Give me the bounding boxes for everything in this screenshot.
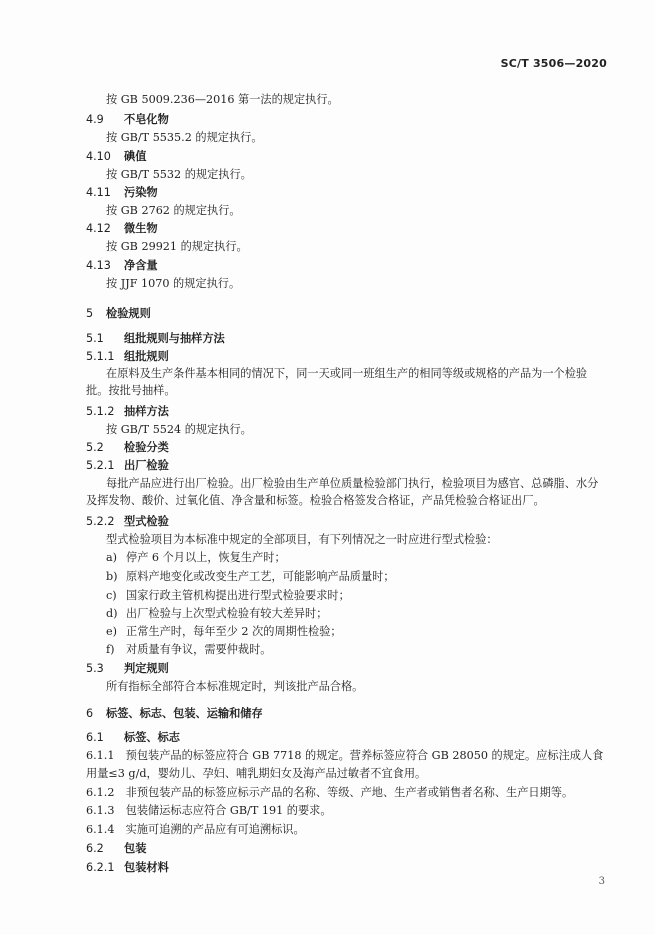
- paragraph-5-1-1-line2: 批。按批号抽样。: [86, 384, 176, 397]
- paragraph-6-1-4: 6.1.4 实施可追溯的产品应有可追溯标识。: [86, 823, 305, 836]
- section-title: 出厂检验: [124, 459, 169, 472]
- section-title: 包装材料: [124, 861, 169, 874]
- list-item: [106, 607, 327, 621]
- section-title: 抽样方法: [124, 405, 169, 418]
- section-number: 5.3: [86, 662, 104, 675]
- list-text: 出厂检验与上次型式检验有较大差异时；: [126, 607, 328, 620]
- paragraph-6-1-1-line2: 用量≤3 g/d，婴幼儿、孕妇、哺乳期妇女及海产品过敏者不宜食用。: [86, 767, 427, 780]
- section-number: 6.2: [86, 842, 104, 855]
- list-text: 停产 6 个月以上，恢复生产时；: [126, 551, 286, 564]
- paragraph-4-9: 按 GB/T 5535.2 的规定执行。: [106, 131, 263, 144]
- section-heading-6-2-1: [86, 861, 169, 875]
- section-number: 4.12: [86, 222, 111, 235]
- section-heading-6-1: [86, 731, 180, 745]
- list-text: 原料产地变化或改变生产工艺，可能影响产品质量时；: [126, 570, 395, 583]
- section-number: 5.1.2: [86, 405, 115, 418]
- section-heading-5-1-2: [86, 405, 169, 419]
- section-title: 检验分类: [124, 441, 169, 454]
- section-heading-6-2: [86, 842, 146, 856]
- paragraph-6-1-1-line1: 6.1.1 预包装产品的标签应符合 GB 7718 的规定。营养标签应符合 GB 28050 的规定。应标注成人食: [86, 749, 604, 762]
- section-heading-4-13: [86, 259, 158, 273]
- section-heading-5: [86, 307, 151, 321]
- list-item: [106, 589, 350, 603]
- section-title: 微生物: [124, 222, 158, 235]
- section-title: 污染物: [124, 186, 158, 199]
- section-number: 5.2.1: [86, 459, 115, 472]
- section-title: 净含量: [124, 259, 158, 272]
- section-number: 4.10: [86, 150, 111, 163]
- section-number: 4.13: [86, 259, 111, 272]
- list-text: 对质量有争议，需要仲裁时。: [126, 643, 272, 656]
- list-text: 国家行政主管机构提出进行型式检验要求时；: [126, 589, 350, 602]
- section-title: 包装: [124, 842, 147, 855]
- section-title: 判定规则: [124, 662, 169, 675]
- section-title: 组批规则与抽样方法: [124, 332, 225, 345]
- list-marker: f): [106, 643, 115, 656]
- section-number: 4.9: [86, 113, 104, 126]
- list-marker: c): [106, 589, 117, 602]
- page-number: 3: [598, 876, 605, 887]
- paragraph-5-2-2: 型式检验项目为本标准中规定的全部项目，有下列情况之一时应进行型式检验：: [106, 533, 498, 546]
- section-title: 碘值: [124, 150, 147, 163]
- section-heading-4-10: [86, 150, 146, 164]
- list-marker: e): [106, 625, 117, 638]
- list-text: 正常生产时，每年至少 2 次的周期性检验；: [126, 625, 342, 638]
- list-item: [106, 625, 342, 639]
- paragraph-5-3: 所有指标全部符合本标准规定时，判该批产品合格。: [106, 680, 364, 693]
- list-marker: a): [106, 551, 118, 564]
- section-heading-4-11: [86, 186, 158, 200]
- doc-code-header: SC/T 3506—2020: [500, 57, 607, 70]
- section-number: 6: [86, 707, 94, 720]
- section-heading-6: [86, 707, 263, 721]
- paragraph-4-8: 按 GB 5009.236—2016 第一法的规定执行。: [106, 93, 339, 106]
- section-number: 5.1: [86, 332, 104, 345]
- list-item: [106, 570, 395, 584]
- paragraph-5-2-1-line1: 每批产品应进行出厂检验。出厂检验由生产单位质量检验部门执行，检验项目为感官、总磷脂、水分: [106, 477, 599, 490]
- paragraph-4-12: 按 GB 29921 的规定执行。: [106, 240, 248, 253]
- section-number: 5.2: [86, 441, 104, 454]
- section-title: 不皂化物: [124, 113, 169, 126]
- paragraph-4-13: 按 JJF 1070 的规定执行。: [106, 277, 241, 290]
- paragraph-4-11: 按 GB 2762 的规定执行。: [106, 204, 241, 217]
- section-title: 标签、标志: [124, 731, 180, 744]
- section-number: 6.2.1: [86, 861, 115, 874]
- section-title: 组批规则: [124, 350, 169, 363]
- list-item: [106, 643, 271, 657]
- section-heading-5-3: [86, 662, 169, 676]
- paragraph-4-10: 按 GB/T 5532 的规定执行。: [106, 168, 252, 181]
- section-heading-5-2-1: [86, 459, 169, 473]
- section-heading-5-2: [86, 441, 169, 455]
- list-item: [106, 551, 286, 565]
- section-heading-4-9: [86, 113, 169, 127]
- section-heading-4-12: [86, 222, 158, 236]
- section-heading-5-1: [86, 332, 225, 346]
- section-number: 5: [86, 307, 94, 320]
- list-marker: d): [106, 607, 118, 620]
- section-number: 6.1: [86, 731, 104, 744]
- section-heading-5-1-1: [86, 350, 169, 364]
- section-title: 检验规则: [106, 307, 151, 320]
- section-number: 5.1.1: [86, 350, 115, 363]
- paragraph-6-1-3: 6.1.3 包装储运标志应符合 GB/T 191 的要求。: [86, 804, 332, 817]
- list-marker: b): [106, 570, 118, 583]
- paragraph-6-1-2: 6.1.2 非预包装产品的标签应标示产品的名称、等级、产地、生产者或销售者名称、生产日期等。: [86, 786, 574, 799]
- section-heading-5-2-2: [86, 515, 169, 529]
- section-title: 标签、标志、包装、运输和储存: [106, 707, 263, 720]
- section-title: 型式检验: [124, 515, 169, 528]
- section-number: 4.11: [86, 186, 111, 199]
- paragraph-5-2-1-line2: 及挥发物、酸价、过氧化值、净含量和标签。检验合格签发合格证，产品凭检验合格证出厂。: [86, 494, 545, 507]
- section-number: 5.2.2: [86, 515, 115, 528]
- paragraph-5-1-1-line1: 在原料及生产条件基本相同的情况下，同一天或同一班组生产的相同等级或规格的产品为一个检验: [106, 367, 588, 380]
- paragraph-5-1-2: 按 GB/T 5524 的规定执行。: [106, 423, 252, 436]
